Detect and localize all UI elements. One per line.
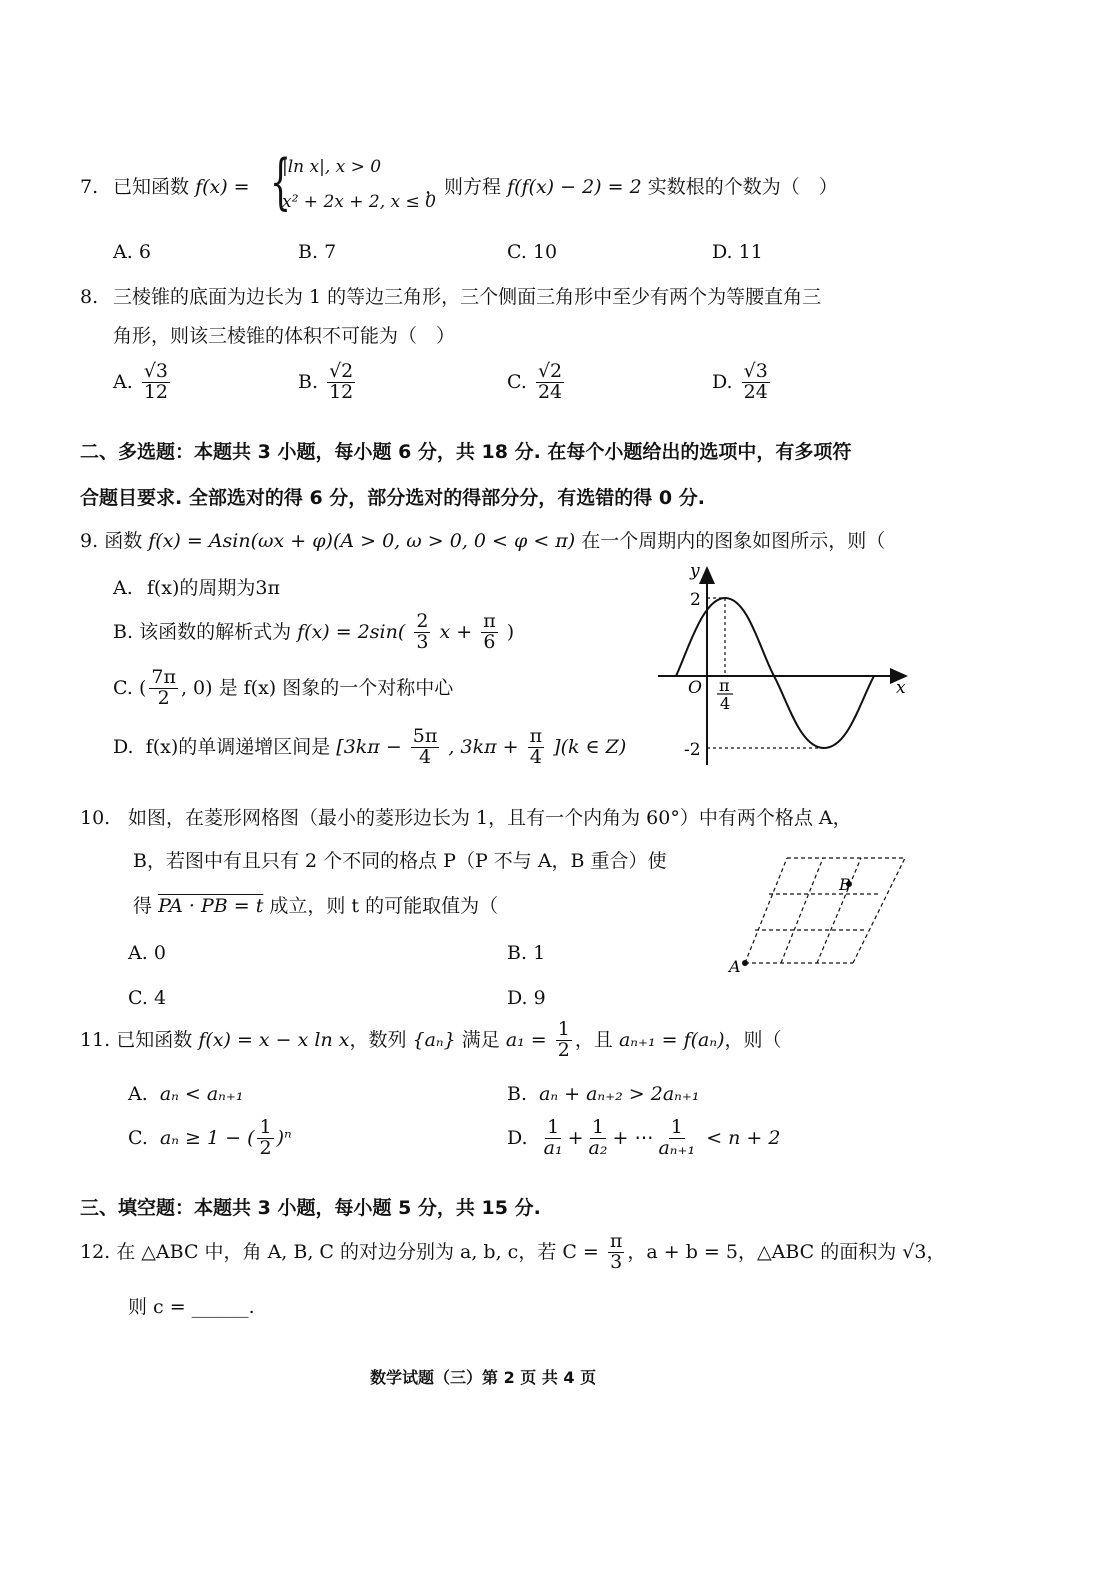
section2-heading-line1: 二、多选题：本题共 3 小题，每小题 6 分，共 18 分. 在每个小题给出的选项中，有多项符 <box>80 441 852 463</box>
q8-option-c-den: 24 <box>537 380 563 403</box>
q8-option-a-num: √3 <box>143 360 169 382</box>
q12-stem <box>80 1232 945 1273</box>
q11-stem <box>80 1020 782 1061</box>
q8-option-d[interactable] <box>712 362 773 403</box>
q9-option-b-text-b: f(x) = 2sin( <box>297 621 406 644</box>
q9-option-c-letter: C. <box>113 677 133 700</box>
q11-option-d-fraction3 <box>656 1118 697 1159</box>
q10-option-c-letter: C. <box>128 987 148 1009</box>
x-tick-num: π <box>719 676 730 695</box>
q9-option-c-close: , 0) <box>180 677 213 700</box>
q12-answer-line[interactable]: 则 c = ______. <box>128 1296 255 1318</box>
q11-a1: a₁ = <box>505 1029 547 1052</box>
q9-option-d-text-b: [3kπ − <box>336 736 402 759</box>
q9-option-c-open: ( <box>138 677 147 700</box>
q7-equation: f(f(x) − 2) = 2 <box>507 176 642 198</box>
y-axis-label: y <box>690 561 700 581</box>
q9-option-d-den1: 4 <box>419 745 432 768</box>
x-axis-label: x <box>896 678 906 698</box>
q11-option-c-num: 1 <box>259 1116 272 1138</box>
y-max-label: 2 <box>690 590 701 610</box>
q8-option-b-letter: B. <box>298 371 319 394</box>
q7-number: 7. <box>80 176 99 198</box>
q8-option-c-fraction <box>536 362 564 403</box>
q7-func: f(x) = <box>195 176 250 198</box>
q8-option-a[interactable] <box>113 362 173 403</box>
q9-option-a-letter: A. <box>113 577 133 599</box>
q10-option-b[interactable] <box>507 942 545 965</box>
q11-a1-num: 1 <box>557 1018 570 1040</box>
q8-option-d-letter: D. <box>712 371 733 394</box>
q9-option-c-num: 7π <box>151 666 176 688</box>
q9-option-d-text-a: f(x)的单调递增区间是 <box>145 736 331 759</box>
q11-a1-fraction <box>556 1020 572 1061</box>
q11-stem-d: ，且 <box>574 1029 613 1052</box>
q9-option-b-text-a: 该函数的解析式为 <box>139 621 292 644</box>
q9-stem-a: 函数 <box>104 530 143 552</box>
q7-option-a-text: 6 <box>138 241 151 263</box>
q9-option-c-fraction <box>149 668 178 709</box>
page-footer: 数学试题（三）第 2 页 共 4 页 <box>370 1368 597 1387</box>
y-min-label: -2 <box>684 740 701 760</box>
q11-option-b-letter: B. <box>507 1083 528 1105</box>
q8-number: 8. <box>80 286 99 308</box>
q7-stem-tail <box>425 176 838 199</box>
q11-option-c-letter: C. <box>128 1127 148 1150</box>
grid-label-a: A <box>729 957 741 976</box>
q8-option-d-fraction <box>742 362 770 403</box>
q10-option-d-letter: D. <box>507 987 528 1009</box>
q7-option-d-text: 11 <box>738 241 763 263</box>
q11-number: 11. <box>80 1029 111 1052</box>
q11-option-c-text-b: )ⁿ <box>276 1127 292 1150</box>
q10-line1: 如图，在菱形网格图（最小的菱形边长为 1，且有一个内角为 60°）中有两个格点 A， <box>128 807 852 829</box>
q10-option-b-letter: B. <box>507 942 528 964</box>
q9-option-d-num1: 5π <box>412 725 438 747</box>
q7-stem-b: ，则方程 <box>425 176 502 198</box>
q11-option-d-num1: 1 <box>547 1116 560 1138</box>
q8-option-c-num: √2 <box>537 360 563 382</box>
q10-line3 <box>133 895 498 918</box>
q11-stem-a: 已知函数 <box>116 1029 193 1052</box>
q9-option-b-letter: B. <box>113 621 134 644</box>
q11-stem-c: 满足 <box>461 1029 500 1052</box>
q9-option-c[interactable] <box>113 668 453 709</box>
q12-den: 3 <box>610 1250 623 1273</box>
q8-option-a-letter: A. <box>113 371 133 394</box>
q12-stem-a: 在 △ABC 中，角 A, B, C 的对边分别为 a, b, c，若 C = <box>116 1241 599 1264</box>
q7-brace: { <box>270 147 292 217</box>
q9-option-b-den2: 6 <box>483 630 496 653</box>
q9-func: f(x) = Asin(ωx + φ)(A > 0, ω > 0, 0 < φ < π) <box>148 530 576 552</box>
q7-option-c-letter: C. <box>507 241 527 263</box>
q10-vector-expr: PA · PB = t <box>158 895 264 917</box>
q8-line1: 三棱锥的底面为边长为 1 的等边三角形，三个侧面三角形中至少有两个为等腰直角三 <box>113 286 822 308</box>
q8-option-b-num: √2 <box>329 360 354 382</box>
q10-option-b-text: 1 <box>533 942 546 964</box>
q11-option-d-num2: 1 <box>591 1116 605 1138</box>
q11-option-a[interactable] <box>128 1083 244 1106</box>
q7-option-a-letter: A. <box>113 241 133 263</box>
q9-option-b-fraction1 <box>414 612 430 653</box>
q11-option-c-den: 2 <box>259 1136 272 1159</box>
q7-option-a[interactable] <box>113 241 151 264</box>
grid-label-b: B <box>839 875 851 894</box>
q9-number: 9. <box>80 530 99 552</box>
q8-option-a-den: 12 <box>143 380 168 403</box>
q7-option-d[interactable] <box>712 241 763 264</box>
section2-heading-line2: 合题目要求. 全部选对的得 6 分，部分选对的得部分分，有选错的得 0 分. <box>80 487 705 509</box>
q10-option-d-text: 9 <box>533 987 546 1009</box>
q11-option-d-den2: a₂ <box>588 1136 608 1159</box>
q7-stem-c: 实数根的个数为（ ） <box>647 176 838 198</box>
q9-option-a-text: f(x)的周期为3π <box>146 577 280 599</box>
q11-option-b[interactable] <box>507 1083 700 1106</box>
q11-option-a-text: aₙ < aₙ₊₁ <box>159 1083 244 1105</box>
q9-option-b-text-d: ) <box>506 621 515 644</box>
q11-option-d-dots: + ⋯ <box>612 1127 654 1150</box>
q8-option-d-num: √3 <box>743 360 768 382</box>
q11-option-c[interactable] <box>128 1118 292 1159</box>
sine-curve <box>676 598 874 748</box>
q9-option-a[interactable] <box>113 577 280 600</box>
q7-option-c-text: 10 <box>532 241 558 263</box>
q11-option-d-den1: a₁ <box>543 1136 563 1159</box>
q8-option-c[interactable] <box>507 362 567 403</box>
q9-option-d-letter: D. <box>113 736 134 759</box>
q12-stem-b: ，a + b = 5，△ABC 的面积为 √3， <box>627 1241 946 1264</box>
q12-fraction <box>608 1232 625 1273</box>
q10-line3-a: 得 <box>133 895 153 917</box>
q10-rhombus-grid <box>725 848 915 978</box>
q11-option-d-num3: 1 <box>670 1116 683 1138</box>
q7-option-b-text: 7 <box>324 241 337 263</box>
q10-option-c-text: 4 <box>153 987 167 1009</box>
q11-a1-den: 2 <box>557 1038 570 1061</box>
q10-line2: B，若图中有且只有 2 个不同的格点 P（P 不与 A，B 重合）使 <box>133 850 667 872</box>
q9-stem <box>80 530 885 553</box>
q7-option-d-letter: D. <box>712 241 733 263</box>
q9-option-d-num2: π <box>529 725 543 747</box>
q11-seq: {aₙ} <box>412 1029 456 1052</box>
q10-line3-b: 成立，则 t 的可能取值为（ <box>269 895 499 917</box>
q11-option-d-plus1: + <box>567 1127 584 1150</box>
q7-option-b-letter: B. <box>298 241 319 263</box>
q8-option-c-letter: C. <box>507 371 527 394</box>
q9-option-b-fraction2 <box>481 612 498 653</box>
q9-option-d-text-d: ](k ∈ Z) <box>553 736 627 759</box>
q8-option-b[interactable] <box>298 362 358 403</box>
q7-case2: x² + 2x + 2, x ≤ 0 <box>282 192 436 212</box>
q11-recurrence: aₙ₊₁ = f(aₙ) <box>618 1029 725 1052</box>
q11-option-c-text-a: aₙ ≥ 1 − ( <box>159 1127 255 1150</box>
section3-heading: 三、填空题：本题共 3 小题，每小题 5 分，共 15 分. <box>80 1197 541 1219</box>
q11-option-d[interactable] <box>507 1118 780 1159</box>
q7-stem <box>113 176 250 199</box>
q9-sine-graph <box>648 560 918 775</box>
q11-stem-b: ，数列 <box>349 1029 407 1052</box>
q10-option-a[interactable] <box>128 942 166 965</box>
q9-option-d-fraction1 <box>411 727 440 768</box>
q9-option-d-den2: 4 <box>529 745 542 768</box>
q10-number: 10. <box>80 807 111 829</box>
q9-stem-b: 在一个周期内的图象如图所示，则（ <box>581 530 886 552</box>
q9-option-d-fraction2 <box>528 727 545 768</box>
q9-option-c-den: 2 <box>157 686 170 709</box>
q9-option-b-text-c: x + <box>439 621 473 644</box>
q7-option-c[interactable] <box>507 241 557 264</box>
q10-option-a-text: 0 <box>153 942 166 964</box>
q12-number: 12. <box>80 1241 111 1264</box>
q10-option-a-letter: A. <box>128 942 148 964</box>
q10-option-d[interactable] <box>507 987 546 1010</box>
q9-option-b-num2: π <box>483 610 496 632</box>
q11-option-d-den3: aₙ₊₁ <box>658 1136 696 1159</box>
q7-case1: |ln x|, x > 0 <box>282 157 382 177</box>
q11-option-d-fraction2 <box>587 1118 610 1159</box>
q11-option-c-fraction <box>257 1118 273 1159</box>
q7-stem-a: 已知函数 <box>113 176 190 198</box>
q11-option-d-letter: D. <box>507 1127 528 1150</box>
q11-option-d-end: < n + 2 <box>706 1127 781 1150</box>
q8-option-b-den: 12 <box>329 380 354 403</box>
q8-line2: 角形，则该三棱锥的体积不可能为（ ） <box>113 325 456 347</box>
origin-label: O <box>688 678 702 698</box>
q11-stem-e: ，则（ <box>724 1029 782 1052</box>
q12-num: π <box>609 1230 623 1252</box>
x-tick-den: 4 <box>720 694 731 713</box>
q11-option-d-fraction1 <box>542 1118 565 1159</box>
q11-func: f(x) = x − x ln x <box>198 1029 350 1052</box>
q9-option-b-num1: 2 <box>416 610 429 632</box>
q9-option-d-text-c: , 3kπ + <box>448 736 519 759</box>
q10-option-c[interactable] <box>128 987 166 1010</box>
q8-option-a-fraction <box>142 362 170 403</box>
q7-option-b[interactable] <box>298 241 336 264</box>
q8-option-d-den: 24 <box>743 380 768 403</box>
q8-option-b-fraction <box>327 362 355 403</box>
q11-option-b-text: aₙ + aₙ₊₂ > 2aₙ₊₁ <box>539 1083 700 1105</box>
q9-option-b[interactable] <box>113 612 514 653</box>
q11-option-a-letter: A. <box>128 1083 148 1105</box>
q9-option-c-text: 是 f(x) 图象的一个对称中心 <box>218 677 454 700</box>
q9-option-d[interactable] <box>113 727 626 768</box>
grid-point-a <box>742 960 748 966</box>
q9-option-b-den1: 3 <box>416 630 429 653</box>
